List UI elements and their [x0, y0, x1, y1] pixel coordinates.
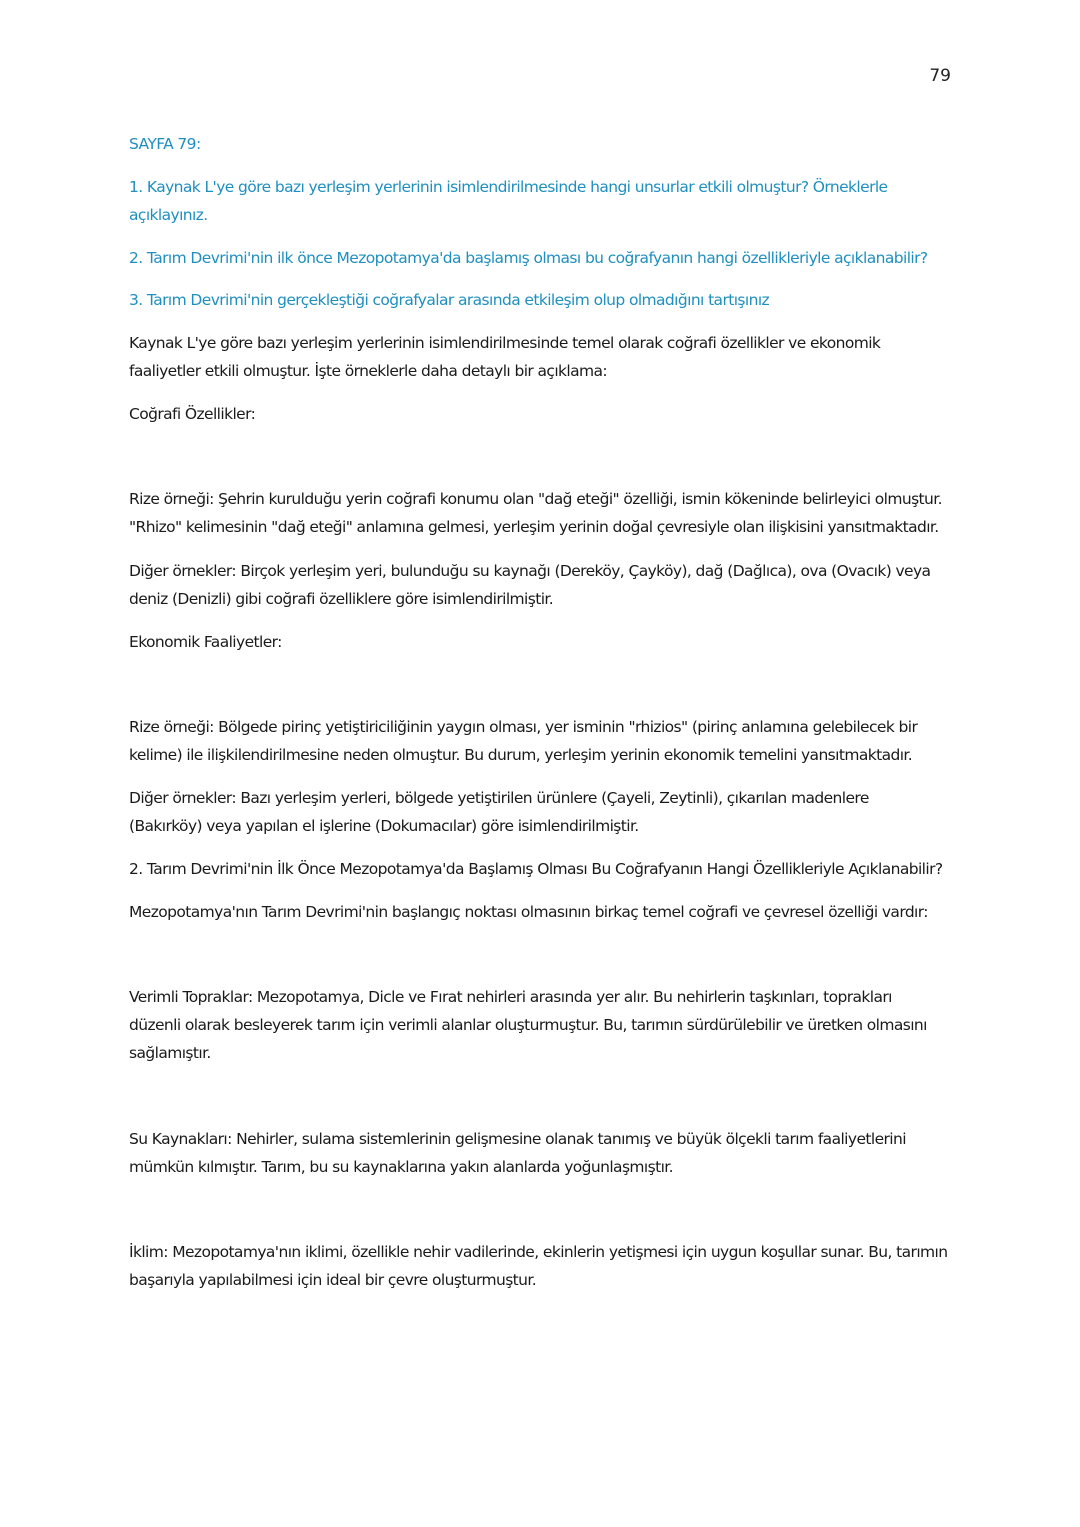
eco-rize-example: Rize örneği: Bölgede pirinç yetiştiriciliğinin yaygın olması, yer isminin "rhizios" (pirinç anlamına gelebilecek bir kelime) ile ilişkilendirilmesine neden olmuştur. Bu durum, yerleşim yerinin ekonomik temelini yansıtmaktadır. — [129, 718, 918, 764]
answer-1-intro: Kaynak L'ye göre bazı yerleşim yerlerinin isimlendirilmesinde temel olarak coğrafi özellikler ve ekonomik faaliyetler etkili olmuştur. İşte örneklerle daha detaylı bir açıklama: — [129, 334, 881, 380]
question-3: 3. Tarım Devrimi'nin gerçekleştiği coğrafyalar arasında etkileşim olup olmadığını tartışınız — [129, 291, 770, 309]
answer-2-intro: Mezopotamya'nın Tarım Devrimi'nin başlangıç noktası olmasının birkaç temel coğrafi ve çevresel özelliği vardır: — [129, 903, 928, 921]
water-sources-item: Su Kaynakları: Nehirler, sulama sistemlerinin gelişmesine olanak tanımış ve büyük ölçekli tarım faaliyetlerini mümkün kılmıştır. Tarım, bu su kaynaklarına yakın alanlarda yoğunlaşmıştır. — [129, 1130, 906, 1176]
fertile-soil-item: Verimli Topraklar: Mezopotamya, Dicle ve Fırat nehirleri arasında yer alır. Bu nehirlerin taşkınları, toprakları düzenli olarak besleyerek tarım için verimli alanlar oluşturmuştur. Bu, tarımın sürdürülebilir ve üretken olmasını sağlamıştır. — [129, 988, 927, 1062]
geo-heading: Coğrafi Özellikler: — [129, 405, 256, 423]
eco-other-examples: Diğer örnekler: Bazı yerleşim yerleri, bölgede yetiştirilen ürünlere (Çayeli, Zeytinli), çıkarılan madenlere (Bakırköy) veya yapılan el işlerine (Dokumacılar) göre isimlendirilmiştir. — [129, 789, 869, 835]
eco-heading: Ekonomik Faaliyetler: — [129, 633, 282, 651]
geo-rize-example: Rize örneği: Şehrin kurulduğu yerin coğrafi konumu olan "dağ eteği" özelliği, ismin kökeninde belirleyici olmuştur. "Rhizo" kelimesinin "dağ eteği" anlamına gelmesi, yerleşim yerinin doğal çevresiyle olan ilişkisini yansıtmaktadır. — [129, 490, 942, 536]
question-1: 1. Kaynak L'ye göre bazı yerleşim yerlerinin isimlendirilmesinde hangi unsurlar etkili olmuştur? Örneklerle açıklayınız. — [129, 178, 888, 224]
question-2: 2. Tarım Devrimi'nin ilk önce Mezopotamya'da başlamış olması bu coğrafyanın hangi özellikleriyle açıklanabilir? — [129, 249, 928, 267]
geo-other-examples: Diğer örnekler: Birçok yerleşim yeri, bulunduğu su kaynağı (Dereköy, Çayköy), dağ (Dağlıca), ova (Ovacık) veya deniz (Denizli) gibi coğrafi özelliklere göre isimlendirilmiştir. — [129, 562, 931, 608]
page-heading: SAYFA 79: — [129, 135, 201, 153]
page-number: 79 — [929, 66, 951, 86]
climate-item: İklim: Mezopotamya'nın iklimi, özellikle nehir vadilerinde, ekinlerin yetişmesi için uygun koşullar sunar. Bu, tarımın başarıyla yapılabilmesi için ideal bir çevre oluşturmuştur. — [129, 1243, 948, 1289]
answer-2-heading: 2. Tarım Devrimi'nin İlk Önce Mezopotamya'da Başlamış Olması Bu Coğrafyanın Hangi Özellikleriyle Açıklanabilir? — [129, 860, 943, 878]
